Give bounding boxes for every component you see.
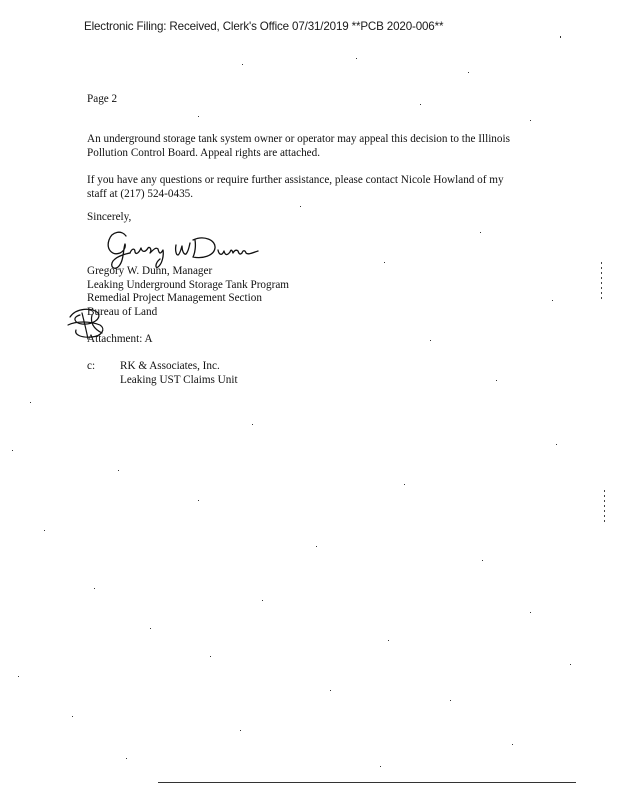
appeal-paragraph xyxy=(87,133,510,160)
signer-name-title: Gregory W. Dunn, Manager xyxy=(87,265,213,277)
handwritten-signature xyxy=(92,226,260,270)
electronic-filing-header: Electronic Filing: Received, Clerk's Office 07/31/2019 **PCB 2020-006** xyxy=(84,20,444,33)
contact-paragraph-line: staff at (217) 524-0435. xyxy=(87,187,194,200)
appeal-paragraph-line: An underground storage tank system owner or operator may appeal this decision to the Illinois xyxy=(87,133,510,145)
cc-label: c: xyxy=(87,360,96,372)
scan-bottom-rule xyxy=(158,782,576,783)
attachment-line: Attachment: A xyxy=(87,333,153,345)
contact-paragraph xyxy=(87,174,504,201)
appeal-paragraph-line: Pollution Control Board. Appeal rights are attached. xyxy=(87,146,321,159)
signer-block xyxy=(87,265,289,319)
cc-recipient: Leaking UST Claims Unit xyxy=(120,373,238,386)
signer-section: Remedial Project Management Section xyxy=(87,292,262,304)
contact-paragraph-line: If you have any questions or require further assistance, please contact Nicole Howland of my xyxy=(87,174,504,186)
page-number: Page 2 xyxy=(87,93,118,105)
cc-recipient: RK & Associates, Inc. xyxy=(120,360,220,372)
signer-bureau: Bureau of Land xyxy=(87,305,158,318)
scan-edge-mark xyxy=(601,262,602,300)
cc-recipients xyxy=(120,360,238,387)
signer-program: Leaking Underground Storage Tank Program xyxy=(87,278,289,291)
scan-edge-mark xyxy=(604,490,605,524)
closing-salutation: Sincerely, xyxy=(87,211,132,223)
